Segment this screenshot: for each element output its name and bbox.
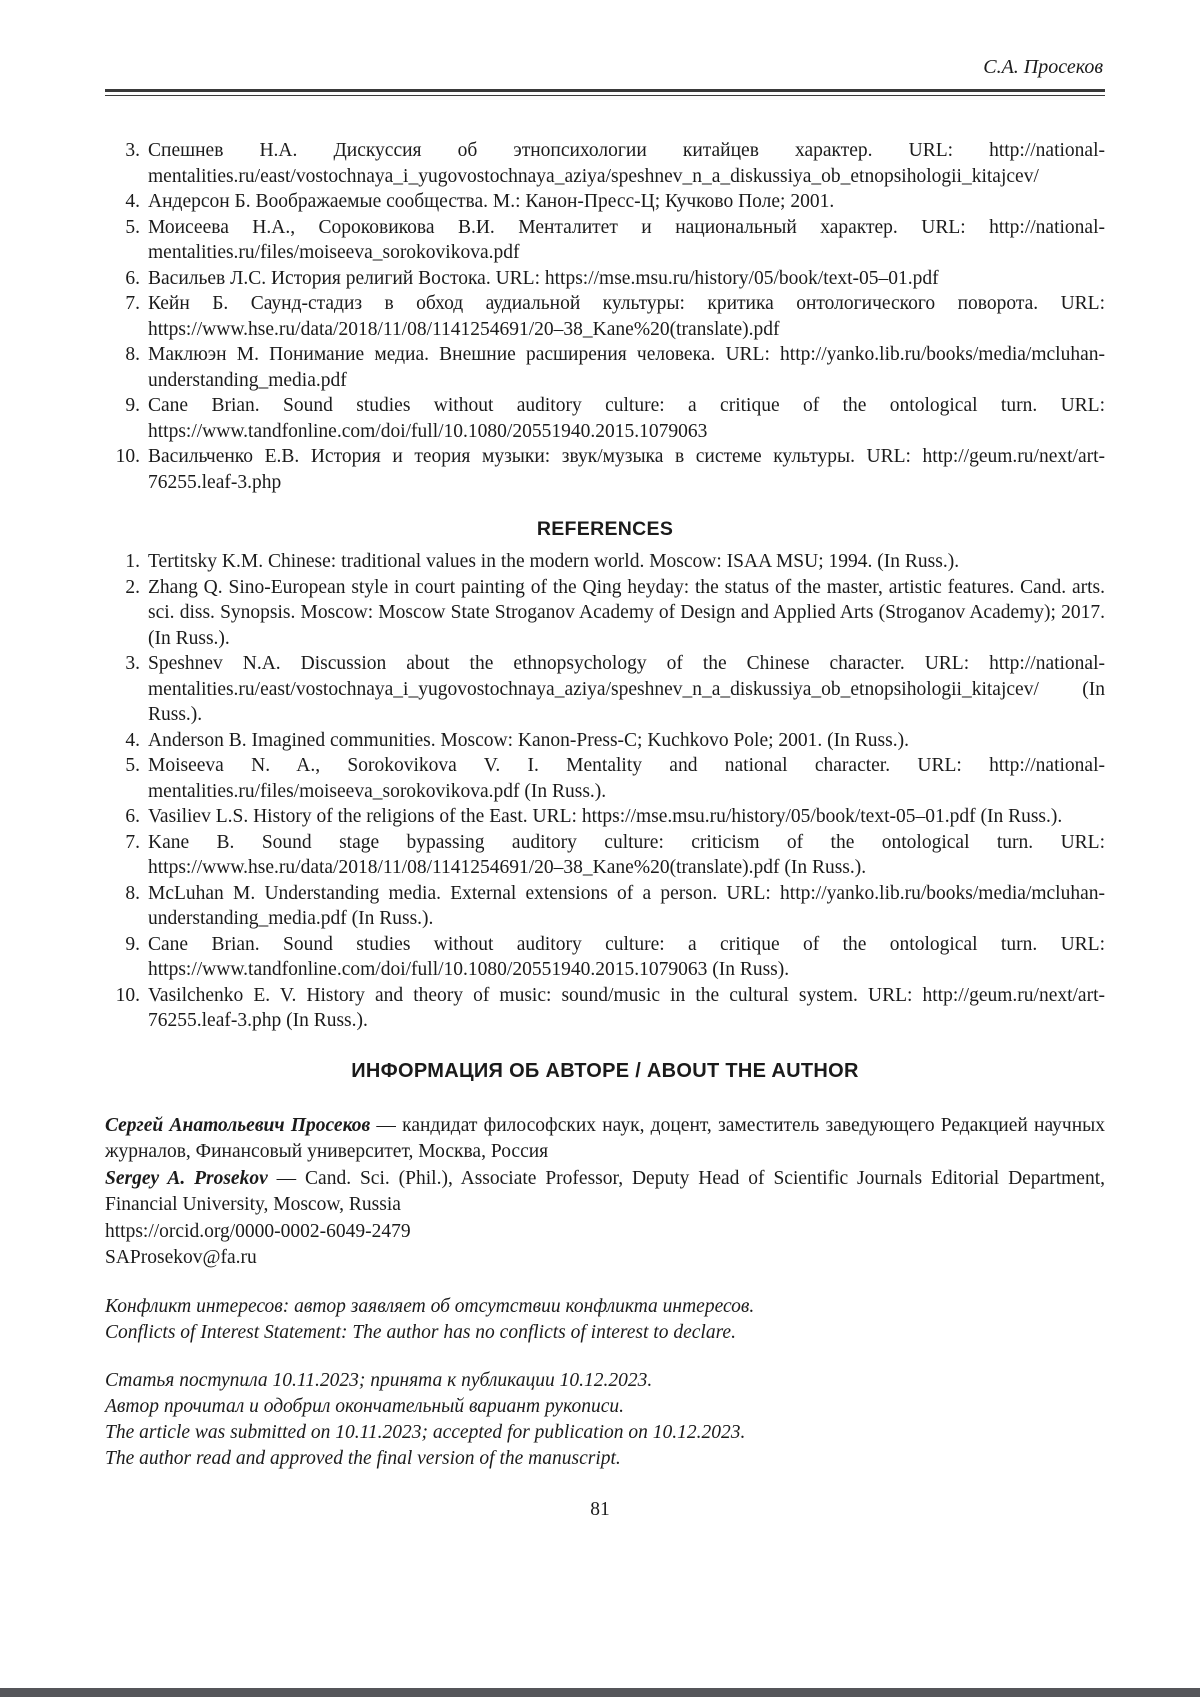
author-name-en: Sergey A. Prosekov: [105, 1167, 268, 1189]
author-description-en: — Cand. Sci. (Phil.), Associate Professor, Deputy Head of Scientific Journals Editorial Department, Financial University, Moscow, Russia: [105, 1167, 1105, 1215]
reference-number: 5.: [125, 755, 140, 776]
reference-text: Васильченко Е.В. История и теория музыки: звук/музыка в системе культуры. URL: http://geum.ru/next/art-76255.leaf-3.php: [148, 446, 1105, 493]
reference-number: 10.: [115, 446, 140, 467]
reference-item: [105, 728, 1105, 754]
reference-number: 4.: [125, 191, 140, 212]
page-number: 81: [590, 1499, 610, 1520]
reference-number: 3.: [125, 653, 140, 674]
reference-item: [105, 266, 1105, 292]
reference-item: [105, 983, 1105, 1034]
author-info-block: [105, 1113, 1105, 1272]
page-bottom-edge: [0, 1688, 1200, 1697]
reference-item: [105, 804, 1105, 830]
reference-text: Cane Brian. Sound studies without auditory culture: a critique of the ontological turn. URL: https://www.tandfonline.com/doi/full/10.1080/20551940.2015.1079063: [148, 395, 1105, 442]
reference-text: Anderson B. Imagined communities. Moscow: Kanon-Press-C; Kuchkovo Pole; 2001. (In Russ.).: [148, 729, 909, 751]
reference-item: [105, 575, 1105, 652]
author-paragraph-en: [105, 1166, 1105, 1219]
reference-item: [105, 932, 1105, 983]
author-paragraph-ru: [105, 1113, 1105, 1166]
reference-text: Tertitsky K.M. Chinese: traditional values in the modern world. Moscow: ISAA MSU; 1994. (In Russ.).: [148, 551, 960, 572]
reference-number: 8.: [125, 882, 140, 904]
conflict-statement-ru: Конфликт интересов: автор заявляет об отсутствии конфликта интересов.: [105, 1295, 755, 1317]
reference-item: [105, 342, 1105, 393]
reference-text: Моисеева Н.А., Сороковикова В.И. Менталитет и национальный характер. URL: http://national-mentalities.ru/files/moiseeva_sorokovikova.pdf: [148, 216, 1105, 263]
references-heading: REFERENCES: [536, 518, 674, 540]
reference-number: 7.: [125, 293, 140, 314]
running-head-author: С.А. Просеков: [983, 56, 1103, 78]
reference-item: [105, 138, 1105, 189]
reference-number: 9.: [125, 395, 140, 416]
russian-references-list: [105, 138, 1105, 495]
conflicts-of-interest-block: [105, 1294, 1105, 1346]
reference-text: Moiseeva N. A., Sorokovikova V. I. Mentality and national character. URL: http://national-mentalities.ru/files/moiseeva_sorokovikova.pdf (In Russ.).: [148, 755, 1105, 802]
reference-item: [105, 215, 1105, 266]
reference-text: Васильев Л.С. История религий Востока. URL: https://mse.msu.ru/history/05/book/text-05–01.pdf: [148, 267, 939, 289]
reference-item: [105, 393, 1105, 444]
reference-number: 9.: [125, 933, 140, 955]
reference-text: Спешнев Н.А. Дискуссия об этнопсихологии китайцев характер. URL: http://national-mentalities.ru/east/vostochnaya_i_yugovostochnaya_aziya/speshnev_n_a_diskussiya_ob_etnopsihologii_kitajcev/: [148, 140, 1105, 187]
reference-item: [105, 549, 1105, 575]
reference-number: 6.: [125, 267, 140, 289]
reference-text: Cane Brian. Sound studies without auditory culture: a critique of the ontological turn. URL: https://www.tandfonline.com/doi/full/10.1080/20551940.2015.1079063 (In Russ).: [148, 933, 1105, 980]
article-dates-block: [105, 1368, 1105, 1472]
reference-item: [105, 881, 1105, 932]
approved-note-ru: Автор прочитал и одобрил окончательный вариант рукописи.: [105, 1395, 624, 1417]
header-double-rule: [105, 89, 1105, 96]
reference-number: 8.: [125, 344, 140, 365]
reference-item: [105, 291, 1105, 342]
reference-text: Андерсон Б. Воображаемые сообщества. М.: Канон-Пресс-Ц; Кучково Поле; 2001.: [148, 191, 835, 212]
reference-text: Speshnev N.A. Discussion about the ethnopsychology of the Chinese character. URL: http://national-mentalities.ru/east/vostochnaya_i_yugovostochnaya_aziya/speshnev_n_a_diskussiya_ob_etnopsihologii_kitajcev/ (In Russ.).: [148, 653, 1105, 725]
author-name-ru: Сергей Анатольевич Просеков: [105, 1114, 371, 1136]
reference-text: Kane B. Sound stage bypassing auditory culture: criticism of the ontological turn. URL: https://www.hse.ru/data/2018/11/08/1141254691/20–38_Kane%20(translate).pdf (In Russ.).: [148, 831, 1105, 878]
reference-number: 7.: [125, 831, 140, 853]
reference-number: 1.: [125, 551, 140, 572]
conflict-statement-en: Conflicts of Interest Statement: The author has no conflicts of interest to declare.: [105, 1321, 736, 1343]
reference-text: McLuhan M. Understanding media. External extensions of a person. URL: http://yanko.lib.ru/books/media/mcluhan-understanding_media.pdf (In Russ.).: [148, 882, 1105, 929]
approved-note-en: The author read and approved the final version of the manuscript.: [105, 1447, 621, 1469]
author-description-ru: — кандидат философских наук, доцент, заместитель заведующего Редакцией научных журналов, Финансовый университет, Москва, Россия: [105, 1114, 1105, 1162]
submitted-date-en: The article was submitted on 10.11.2023; accepted for publication on 10.12.2023.: [105, 1421, 746, 1443]
reference-text: Маклюэн М. Понимание медиа. Внешние расширения человека. URL: http://yanko.lib.ru/books/media/mcluhan-understanding_media.pdf: [148, 344, 1105, 391]
reference-item: [105, 830, 1105, 881]
reference-number: 4.: [125, 729, 140, 751]
reference-item: [105, 753, 1105, 804]
reference-item: [105, 189, 1105, 215]
reference-number: 5.: [125, 216, 140, 238]
reference-number: 6.: [125, 806, 140, 827]
orcid-link: https://orcid.org/0000-0002-6049-2479: [105, 1220, 411, 1242]
reference-number: 3.: [125, 140, 140, 161]
reference-item: [105, 651, 1105, 728]
reference-text: Vasiliev L.S. History of the religions of the East. URL: https://mse.msu.ru/history/05/book/text-05–01.pdf (In Russ.).: [148, 806, 1063, 827]
english-references-list: [105, 549, 1105, 1034]
email-link: SAProsekov@fa.ru: [105, 1247, 257, 1268]
reference-item: [105, 444, 1105, 495]
reference-number: 2.: [125, 576, 140, 598]
reference-text: Vasilchenko E. V. History and theory of music: sound/music in the cultural system. URL: http://geum.ru/next/art-76255.leaf-3.php (In Russ.).: [148, 984, 1105, 1031]
about-author-heading: ИНФОРМАЦИЯ ОБ АВТОРЕ / ABOUT THE AUTHOR: [351, 1059, 859, 1082]
reference-text: Zhang Q. Sino-European style in court painting of the Qing heyday: the status of the master, artistic features. Cand. arts. sci. diss. Synopsis. Moscow: Moscow State Stroganov Academy of Design and Applied Arts (Stroganov Academy); 2017. (In Russ.).: [148, 576, 1105, 649]
submitted-date-ru: Статья поступила 10.11.2023; принята к публикации 10.12.2023.: [105, 1369, 653, 1391]
reference-text: Кейн Б. Саунд-стадиз в обход аудиальной культуры: критика онтологического поворота. URL: https://www.hse.ru/data/2018/11/08/1141254691/20–38_Kane%20(translate).pdf: [148, 293, 1105, 340]
reference-number: 10.: [115, 984, 140, 1006]
